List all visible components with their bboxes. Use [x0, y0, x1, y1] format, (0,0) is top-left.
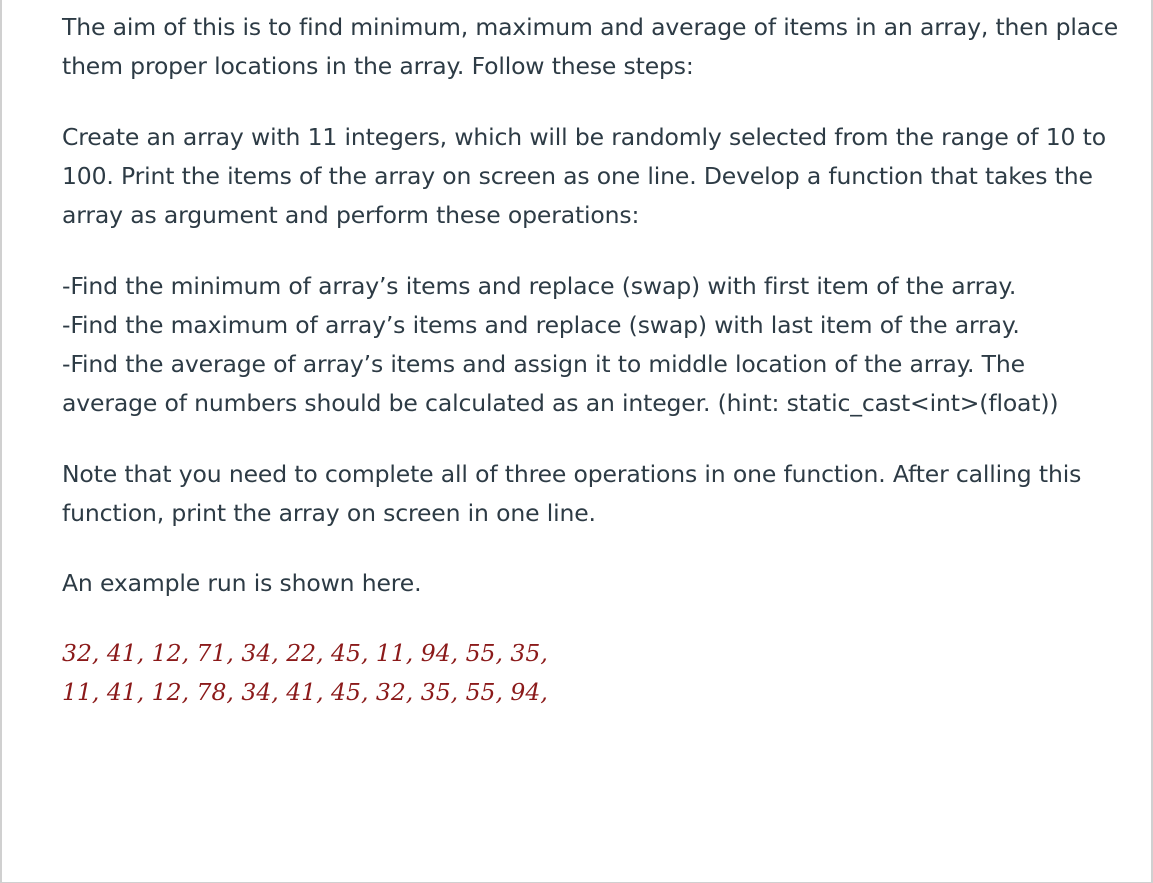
spacer	[62, 603, 1122, 634]
document-content	[62, 0, 1122, 712]
step-maximum: -Find the maximum of array’s items and replace (swap) with last item of the array.	[62, 311, 1020, 339]
aim-paragraph: The aim of this is to find minimum, maximum and average of items in an array, then place them proper locations in the array. Follow these steps:	[62, 13, 1119, 80]
step-average: -Find the average of array’s items and assign it to middle location of the array. The average of numbers should be calculated as an integer. (hint: static_cast<int>(float))	[62, 350, 1059, 417]
example-output-line-2: 11, 41, 12, 78, 34, 41, 45, 32, 35, 55, 94,	[62, 678, 548, 706]
spacer	[62, 423, 1122, 455]
spacer	[62, 533, 1122, 564]
create-array-paragraph: Create an array with 11 integers, which will be randomly selected from the range of 10 to 100. Print the items of the array on screen as one line. Develop a function that takes the array as argument and perform these operations:	[62, 123, 1106, 229]
example-output-line-1: 32, 41, 12, 71, 34, 22, 45, 11, 94, 55, 35,	[62, 639, 548, 667]
example-output	[62, 634, 1122, 712]
note-paragraph: Note that you need to complete all of three operations in one function. After calling this function, print the array on screen in one line.	[62, 460, 1082, 527]
step-minimum: -Find the minimum of array’s items and replace (swap) with first item of the array.	[62, 272, 1017, 300]
example-intro: An example run is shown here.	[62, 569, 422, 597]
spacer	[62, 86, 1122, 118]
spacer	[62, 235, 1122, 267]
